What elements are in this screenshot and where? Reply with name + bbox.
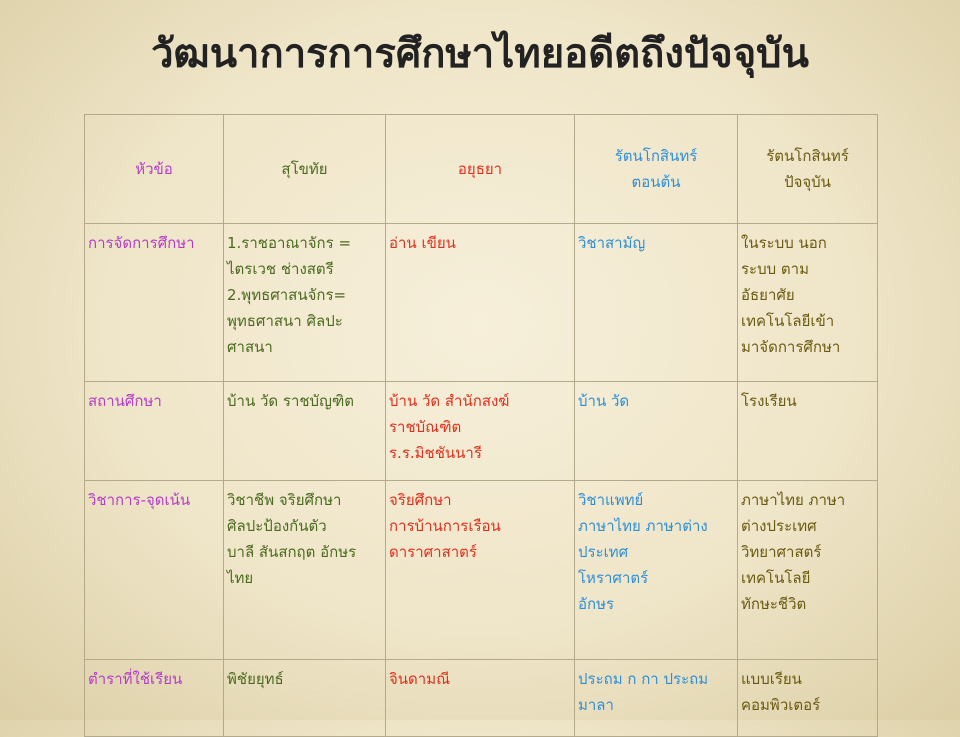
header-early-rattanakosin: รัตนโกสินทร์ ตอนต้น	[575, 115, 738, 224]
table-cell: บ้าน วัด	[575, 382, 738, 481]
education-history-table	[84, 114, 878, 737]
table-cell: 1.ราชอาณาจักร = ไตรเวช ช่างสตรี 2.พุทธศาสนจักร= พุทธศาสนา ศิลปะ ศาสนา	[224, 224, 386, 382]
header-topic: หัวข้อ	[85, 115, 224, 224]
table-row	[85, 382, 878, 481]
table-cell: โรงเรียน	[738, 382, 878, 481]
table-cell: จินดามณี	[386, 660, 575, 737]
table-cell: วิชาสามัญ	[575, 224, 738, 382]
table-row	[85, 481, 878, 660]
table-cell: ในระบบ นอก ระบบ ตาม อัธยาศัย เทคโนโลยีเข้า มาจัดการศึกษา	[738, 224, 878, 382]
table-header-row	[85, 115, 878, 224]
header-sukhothai: สุโขทัย	[224, 115, 386, 224]
row-topic-textbooks: ตำราที่ใช้เรียน	[85, 660, 224, 737]
table-row	[85, 660, 878, 737]
table-cell: ประถม ก กา ประถม มาลา	[575, 660, 738, 737]
header-ayutthaya: อยุธยา	[386, 115, 575, 224]
table-cell: ภาษาไทย ภาษา ต่างประเทศ วิทยาศาสตร์ เทคโนโลยี ทักษะชีวิต	[738, 481, 878, 660]
slide-title: วัฒนาการการศึกษาไทยอดีตถึงปัจจุบัน	[151, 31, 809, 77]
table-cell: แบบเรียน คอมพิวเตอร์	[738, 660, 878, 737]
row-topic-education-management: การจัดการศึกษา	[85, 224, 224, 382]
row-topic-school: สถานศึกษา	[85, 382, 224, 481]
table-cell: พิชัยยุทธ์	[224, 660, 386, 737]
table-cell: บ้าน วัด สำนักสงฆ์ ราชบัณฑิต ร.ร.มิชชันนารี	[386, 382, 575, 481]
table-cell: จริยศึกษา การบ้านการเรือน ดาราศาสาตร์	[386, 481, 575, 660]
table-row	[85, 224, 878, 382]
header-present-rattanakosin: รัตนโกสินทร์ ปัจจุบัน	[738, 115, 878, 224]
table-cell: บ้าน วัด ราชบัญฑิต	[224, 382, 386, 481]
table-cell: วิชาชีพ จริยศึกษา ศิลปะป้องกันตัว บาลี สันสกฤต อักษร ไทย	[224, 481, 386, 660]
row-topic-subjects-focus: วิชาการ-จุดเน้น	[85, 481, 224, 660]
table-cell: วิชาแพทย์ ภาษาไทย ภาษาต่าง ประเทศ โหราศาตร์ อักษร	[575, 481, 738, 660]
table-cell: อ่าน เขียน	[386, 224, 575, 382]
